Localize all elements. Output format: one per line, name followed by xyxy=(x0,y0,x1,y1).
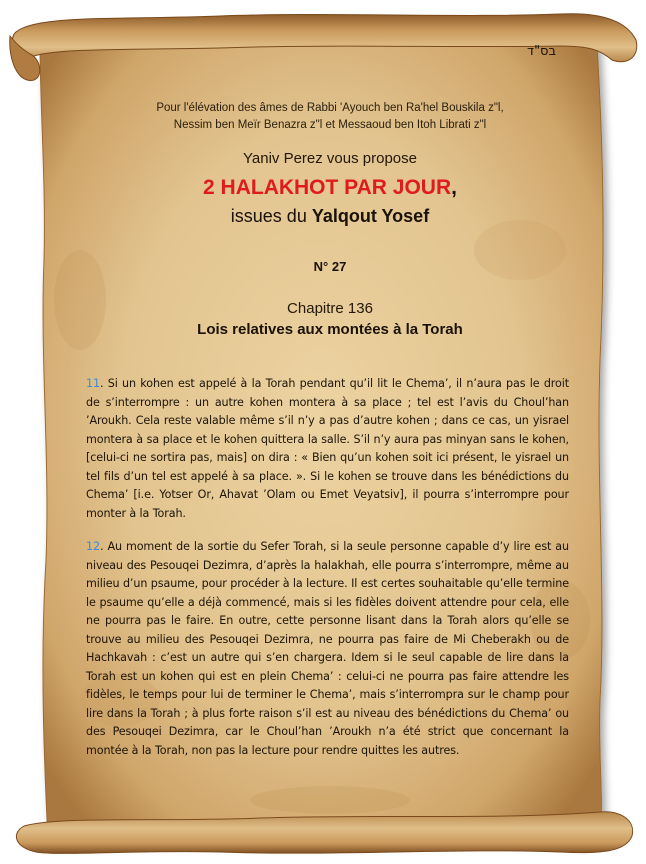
source-line xyxy=(70,206,590,227)
chapter-label: Chapitre 136 xyxy=(287,300,373,317)
author-line: Yaniv Perez vous propose xyxy=(243,150,417,167)
paragraph-text: . Si un kohen est appelé à la Torah pendant qu’il lit le Chema’, il n’aura pas le droit de s’interrompre : un autre kohen montera à sa place ; tel est l’avis du Choul’han ’Aroukh. Cela reste valable même s’il n’y a pas d’autre kohen ; dans ce cas, un yisrael montera à sa place et le kohen quittera la salle. S’il n’y aura pas minyan sans le kohen, [celui-ci ne sortira pas, mais] on dira : « Bien qu’un kohen soit ici présent, le yisrael un tel fils d’un tel est appelé à sa place. ». Si le kohen se trouve dans les bénédictions du Chema’ [i.e. Yotser Or, Ahavat ’Olam ou Emet Veyatsiv], il pourra s’interrompre pour monter à la Torah. xyxy=(86,377,569,520)
source-prefix: issues du xyxy=(230,206,312,226)
source-title: Yalqout Yosef xyxy=(311,206,430,226)
dedication xyxy=(70,100,590,134)
issue-number: N° 27 xyxy=(313,259,347,274)
chapter-title: Lois relatives aux montées à la Torah xyxy=(197,321,463,338)
paragraph-text: . Au moment de la sortie du Sefer Torah, si la seule personne capable d’y lire est au niveau des Pesouqei Dezimra, d’après la halakhah, elle pourra s’interrompre, même au milieu d’un psaume, pour procéder à la lecture. Il est certes souhaitable qu’elle termine le psaume qu’elle a déjà commencé, mais si les fidèles doivent attendre pour cela, elle ne pourra pas le faire. En outre, cette personne lisant dans la Torah alors qu’elle se trouve au milieu des Pesouqei Dezimra, ne pourra pas faire de Mi Cheberakh ou de Hachkavah : c’est un autre qui s’en chargera. Idem si le seul capable de lire dans la Torah est un kohen qui est en plein Chema’ : celui-ci ne pourra pas faire attendre les fidèles, le temps pour lui de terminer le Chema’, mais s’interrompra sur le champ pour lire dans la Torah ; à plus forte raison s’il est au niveau des bénédictions du Chema’ ou des Pesouqei Dezimra, car le Choul’han ’Aroukh n’a été strict que concernant la montée à la Torah, non pas la lecture pour rendre quittes les autres. xyxy=(86,540,569,757)
halakha-paragraph-11 xyxy=(86,375,569,523)
headline xyxy=(70,176,590,200)
dedication-line-2: Nessim ben Meïr Benazra z"l et Messaoud ben Itoh Librati z"l xyxy=(173,119,487,131)
hebrew-header-mark: בס"ד xyxy=(526,44,556,59)
paragraph-number: 12 xyxy=(86,540,100,553)
halakha-paragraph-12 xyxy=(86,538,569,760)
paragraph-number: 11 xyxy=(86,377,100,390)
headline-comma: , xyxy=(451,176,457,199)
dedication-line-1: Pour l'élévation des âmes de Rabbi 'Ayouch ben Ra'hel Bouskila z"l, xyxy=(156,102,504,114)
headline-red-text: 2 HALAKHOT PAR JOUR xyxy=(203,176,452,199)
